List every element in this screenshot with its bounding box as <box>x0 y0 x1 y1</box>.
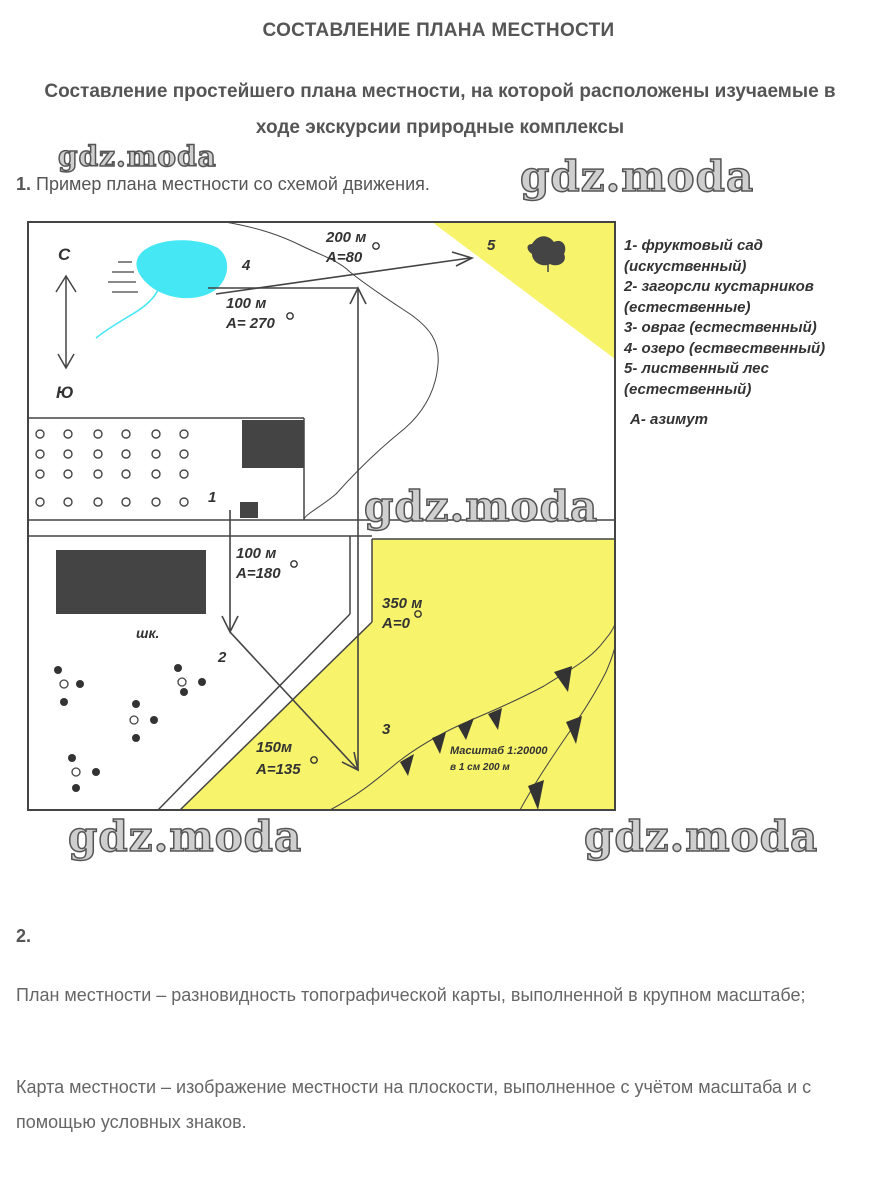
azimuth-135-label: А=135 <box>256 761 301 778</box>
leg-350-label: 350 м <box>382 595 423 612</box>
scale-label: Масштаб 1:20000 <box>450 745 548 757</box>
page-subtitle: Составление простейшего плана местности, на которой расположены изучаемые в ходе экскурсии природные комплексы <box>44 81 836 138</box>
scale-ratio-label: в 1 см 200 м <box>450 762 510 773</box>
page-title: СОСТАВЛЕНИЕ ПЛАНА МЕСТНОСТИ <box>262 20 615 41</box>
watermark: gdz.moda <box>584 812 819 861</box>
azimuth-0-label: А=0 <box>382 615 410 632</box>
forest-area-top <box>432 222 615 359</box>
map-legend <box>624 236 874 431</box>
degree-icon <box>291 561 297 567</box>
orchard-number: 1 <box>208 489 217 506</box>
legend-azimuth: А- азимут <box>630 411 708 428</box>
legend-item: 4- озеро (ествественный) <box>624 339 826 357</box>
azimuth-80-label: А=80 <box>326 249 363 266</box>
school-label: шк. <box>136 625 160 641</box>
orchard <box>36 430 188 506</box>
paragraph-map: Карта местности – изображение местности на плоскости, выполненное с учётом масштаба и с помощью условных знаков. <box>16 1077 812 1132</box>
building-large-top <box>242 420 304 468</box>
watermark: gdz.moda <box>364 482 599 531</box>
legend-item: 5- лиственный лес (естественный) <box>624 360 769 398</box>
legend-item: 3- овраг (естественный) <box>624 319 817 336</box>
shrubs-number: 2 <box>218 649 227 666</box>
legend-item: 1- фруктовый сад (искуственный) <box>624 237 763 275</box>
item-1-text: Пример плана местности со схемой движения. <box>36 174 430 194</box>
degree-icon <box>373 243 379 249</box>
degree-icon <box>287 313 293 319</box>
building-small <box>240 502 258 518</box>
leg-200-label: 200 м <box>326 229 367 246</box>
shrubs <box>54 664 206 792</box>
leg-100b-label: 100 м <box>236 545 277 562</box>
lake-hatching <box>108 262 138 292</box>
item-1 <box>16 174 430 195</box>
stream <box>96 290 158 338</box>
legend-item: 2- загорсли кустарников (естественные) <box>624 278 814 316</box>
item-1-number: 1. <box>16 174 32 194</box>
forest-number-top: 5 <box>487 237 496 254</box>
azimuth-270-label: А= 270 <box>226 315 275 332</box>
lake-number: 4 <box>242 257 251 274</box>
lake <box>136 240 227 298</box>
leg-150-label: 150м <box>256 739 293 756</box>
azimuth-180-label: А=180 <box>236 565 281 582</box>
school-building <box>56 550 206 614</box>
watermark: gdz.moda <box>58 140 217 173</box>
north-label: С <box>58 245 71 264</box>
section-2-number: 2. <box>16 926 32 946</box>
paragraph-plan: План местности – разновидность топографической карты, выполненной в крупном масштабе; <box>16 985 806 1005</box>
south-label: Ю <box>56 383 74 402</box>
watermark: gdz.moda <box>68 812 303 861</box>
watermark: gdz.moda <box>520 152 755 201</box>
leg-100a-label: 100 м <box>226 295 267 312</box>
ravine-number: 3 <box>382 721 391 738</box>
